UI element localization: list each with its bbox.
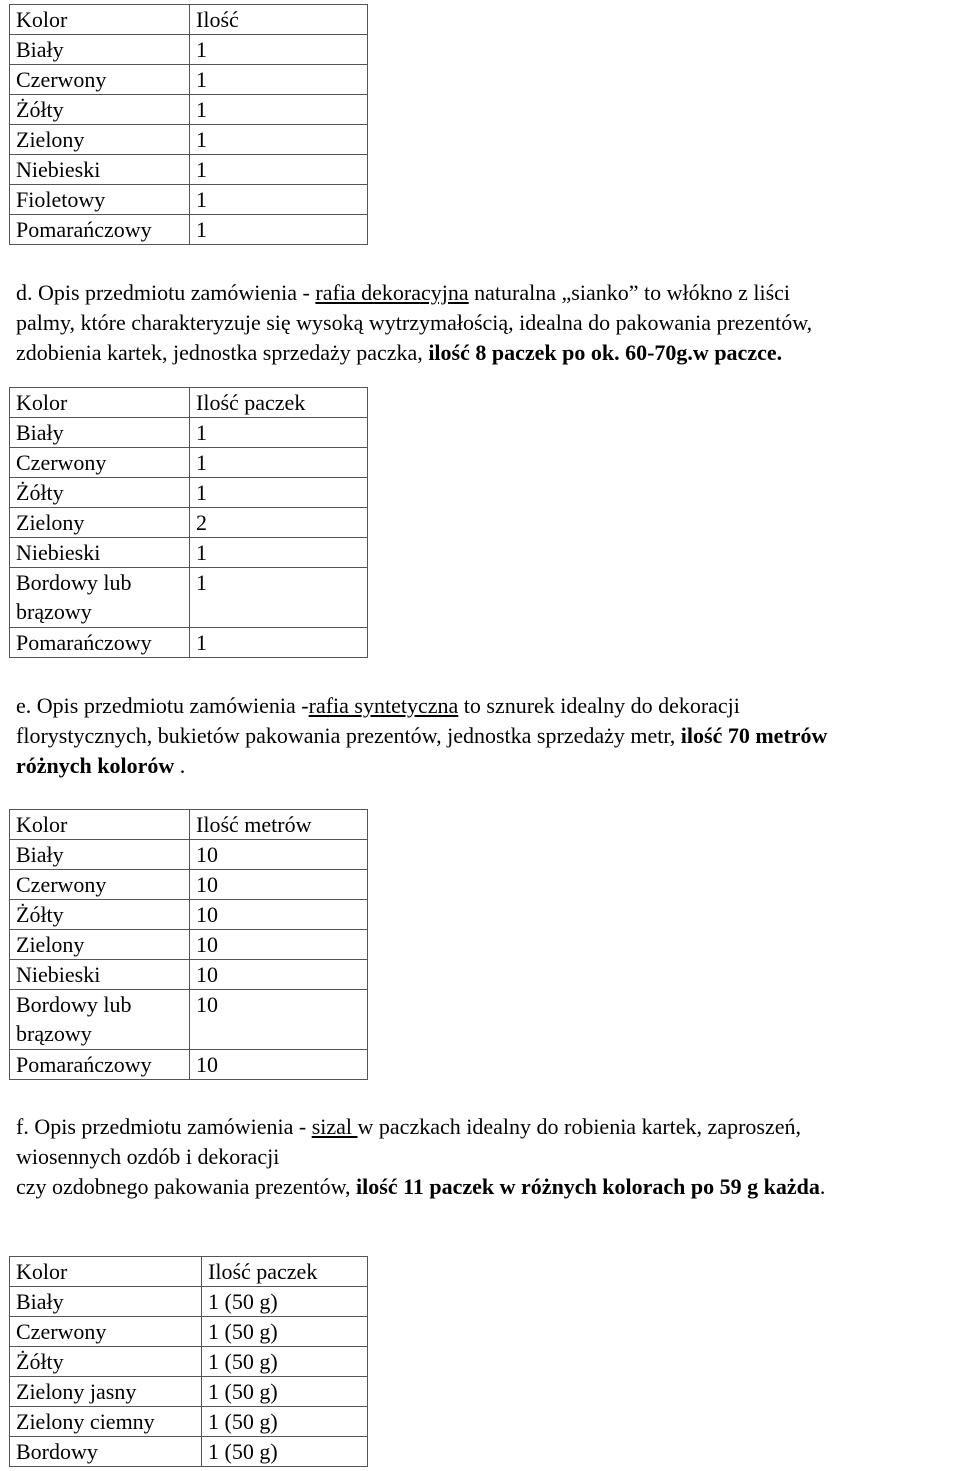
para-d-text: naturalna „sianko” to włókno z liści: [468, 280, 791, 305]
quantity-cell: 1: [190, 538, 368, 568]
quantity-cell: 1: [190, 418, 368, 448]
table-row: [10, 185, 368, 215]
color-cell: Niebieski: [10, 538, 190, 568]
para-d-underlined: rafia dekoracyjna: [315, 280, 469, 305]
quantity-cell: 1: [190, 448, 368, 478]
table-row: [10, 1287, 368, 1317]
color-cell: Zielony: [10, 508, 190, 538]
quantity-cell: 1 (50 g): [202, 1317, 368, 1347]
quantity-cell: 1 (50 g): [202, 1347, 368, 1377]
quantity-cell: 1: [190, 185, 368, 215]
paragraph-e: [16, 691, 956, 781]
table-row: [10, 448, 368, 478]
para-d-text: d. Opis przedmiotu zamówienia -: [16, 280, 316, 305]
quantity-cell: 10: [190, 840, 368, 870]
table-row: [10, 478, 368, 508]
para-e-text: .: [174, 753, 186, 778]
para-f-text: w paczkach idealny do robienia kartek, zaproszeń,: [357, 1114, 801, 1139]
table-row: [10, 95, 368, 125]
table-row: [10, 418, 368, 448]
table-row: [10, 65, 368, 95]
quantity-cell: 1 (50 g): [202, 1287, 368, 1317]
table-row: [10, 930, 368, 960]
table-row: [10, 125, 368, 155]
para-f-text: f. Opis przedmiotu zamówienia -: [16, 1114, 312, 1139]
quantity-cell: 1 (50 g): [202, 1377, 368, 1407]
para-e-text: florystycznych, bukietów pakowania prezentów, jednostka sprzedaży metr,: [16, 723, 681, 748]
quantity-cell: 1: [190, 125, 368, 155]
para-f-line-2: wiosennych ozdób i dekoracji: [16, 1144, 280, 1169]
table-row: [10, 538, 368, 568]
quantity-cell: 1: [190, 478, 368, 508]
quantity-cell: 1: [190, 568, 368, 628]
color-cell: Żółty: [10, 1347, 202, 1377]
para-d-bold: ilość 8 paczek po ok. 60-70g.w paczce.: [428, 340, 783, 365]
quantity-cell: 1 (50 g): [202, 1437, 368, 1467]
color-cell: Zielony: [10, 930, 190, 960]
para-f-text: czy ozdobnego pakowania prezentów,: [16, 1174, 357, 1199]
color-quantity-table-2: [9, 387, 368, 658]
table-header-row: [10, 5, 368, 35]
color-cell: Bordowy: [10, 1437, 202, 1467]
table-row: [10, 1347, 368, 1377]
table-row: [10, 35, 368, 65]
quantity-cell: 10: [190, 900, 368, 930]
quantity-cell: 1: [190, 155, 368, 185]
color-meters-table: [9, 809, 368, 1080]
color-cell: Żółty: [10, 95, 190, 125]
header-kolor: Kolor: [10, 810, 190, 840]
table-row: [10, 1437, 368, 1467]
table-row: [10, 900, 368, 930]
table-row: [10, 1377, 368, 1407]
color-cell: Niebieski: [10, 960, 190, 990]
header-ilosc: Ilość: [190, 5, 368, 35]
para-f-text: .: [819, 1174, 826, 1199]
table-row: [10, 568, 368, 628]
table-row: [10, 960, 368, 990]
quantity-cell: 10: [190, 870, 368, 900]
color-cell: Bordowy lub brązowy: [10, 990, 190, 1050]
quantity-cell: 1: [190, 95, 368, 125]
para-e-bold: różnych kolorów: [16, 753, 175, 778]
color-cell: Czerwony: [10, 870, 190, 900]
header-ilosc-metrow: Ilość metrów: [190, 810, 368, 840]
color-cell: Niebieski: [10, 155, 190, 185]
color-cell: Czerwony: [10, 65, 190, 95]
color-cell: Biały: [10, 418, 190, 448]
quantity-cell: 10: [190, 990, 368, 1050]
color-cell: Zielony: [10, 125, 190, 155]
table-row: [10, 1317, 368, 1347]
header-ilosc-paczek: Ilość paczek: [190, 388, 368, 418]
color-cell: Pomarańczowy: [10, 1050, 190, 1080]
sizal-table: [9, 1256, 368, 1467]
quantity-cell: 1 (50 g): [202, 1407, 368, 1437]
color-cell: Biały: [10, 35, 190, 65]
color-cell: Pomarańczowy: [10, 628, 190, 658]
table-header-row: [10, 810, 368, 840]
color-cell: Żółty: [10, 478, 190, 508]
table-header-row: [10, 1257, 368, 1287]
table-row: [10, 990, 368, 1050]
quantity-cell: 10: [190, 960, 368, 990]
color-cell: Fioletowy: [10, 185, 190, 215]
para-d-line-2: palmy, które charakteryzuje się wysoką wytrzymałością, idealna do pakowania prezentów,: [16, 310, 813, 335]
paragraph-f: [16, 1112, 956, 1202]
color-cell: Bordowy lub brązowy: [10, 568, 190, 628]
header-kolor: Kolor: [10, 5, 190, 35]
para-e-text: e. Opis przedmiotu zamówienia -: [16, 693, 309, 718]
color-cell: Czerwony: [10, 448, 190, 478]
color-cell: Żółty: [10, 900, 190, 930]
para-f-underlined: sizal: [311, 1114, 358, 1139]
color-cell: Czerwony: [10, 1317, 202, 1347]
color-quantity-table-1: [9, 4, 368, 245]
table-row: [10, 1407, 368, 1437]
table-row: [10, 870, 368, 900]
quantity-cell: 1: [190, 65, 368, 95]
table-row: [10, 508, 368, 538]
para-d-text: zdobienia kartek, jednostka sprzedaży paczka,: [16, 340, 429, 365]
color-cell: Zielony jasny: [10, 1377, 202, 1407]
quantity-cell: 1: [190, 628, 368, 658]
color-cell: Biały: [10, 840, 190, 870]
para-f-bold: ilość 11 paczek w różnych kolorach po 59 g każda: [356, 1174, 820, 1199]
para-e-text: to sznurek idealny do dekoracji: [458, 693, 740, 718]
para-e-underlined: rafia syntetyczna: [308, 693, 459, 718]
quantity-cell: 1: [190, 215, 368, 245]
quantity-cell: 2: [190, 508, 368, 538]
header-ilosc-paczek: Ilość paczek: [202, 1257, 368, 1287]
quantity-cell: 1: [190, 35, 368, 65]
header-kolor: Kolor: [10, 388, 190, 418]
table-row: [10, 840, 368, 870]
para-e-bold: ilość 70 metrów: [680, 723, 828, 748]
color-cell: Biały: [10, 1287, 202, 1317]
table-row: [10, 1050, 368, 1080]
header-kolor: Kolor: [10, 1257, 202, 1287]
table-row: [10, 215, 368, 245]
quantity-cell: 10: [190, 930, 368, 960]
table-row: [10, 155, 368, 185]
table-header-row: [10, 388, 368, 418]
quantity-cell: 10: [190, 1050, 368, 1080]
table-row: [10, 628, 368, 658]
color-cell: Pomarańczowy: [10, 215, 190, 245]
color-cell: Zielony ciemny: [10, 1407, 202, 1437]
paragraph-d: [16, 278, 956, 368]
